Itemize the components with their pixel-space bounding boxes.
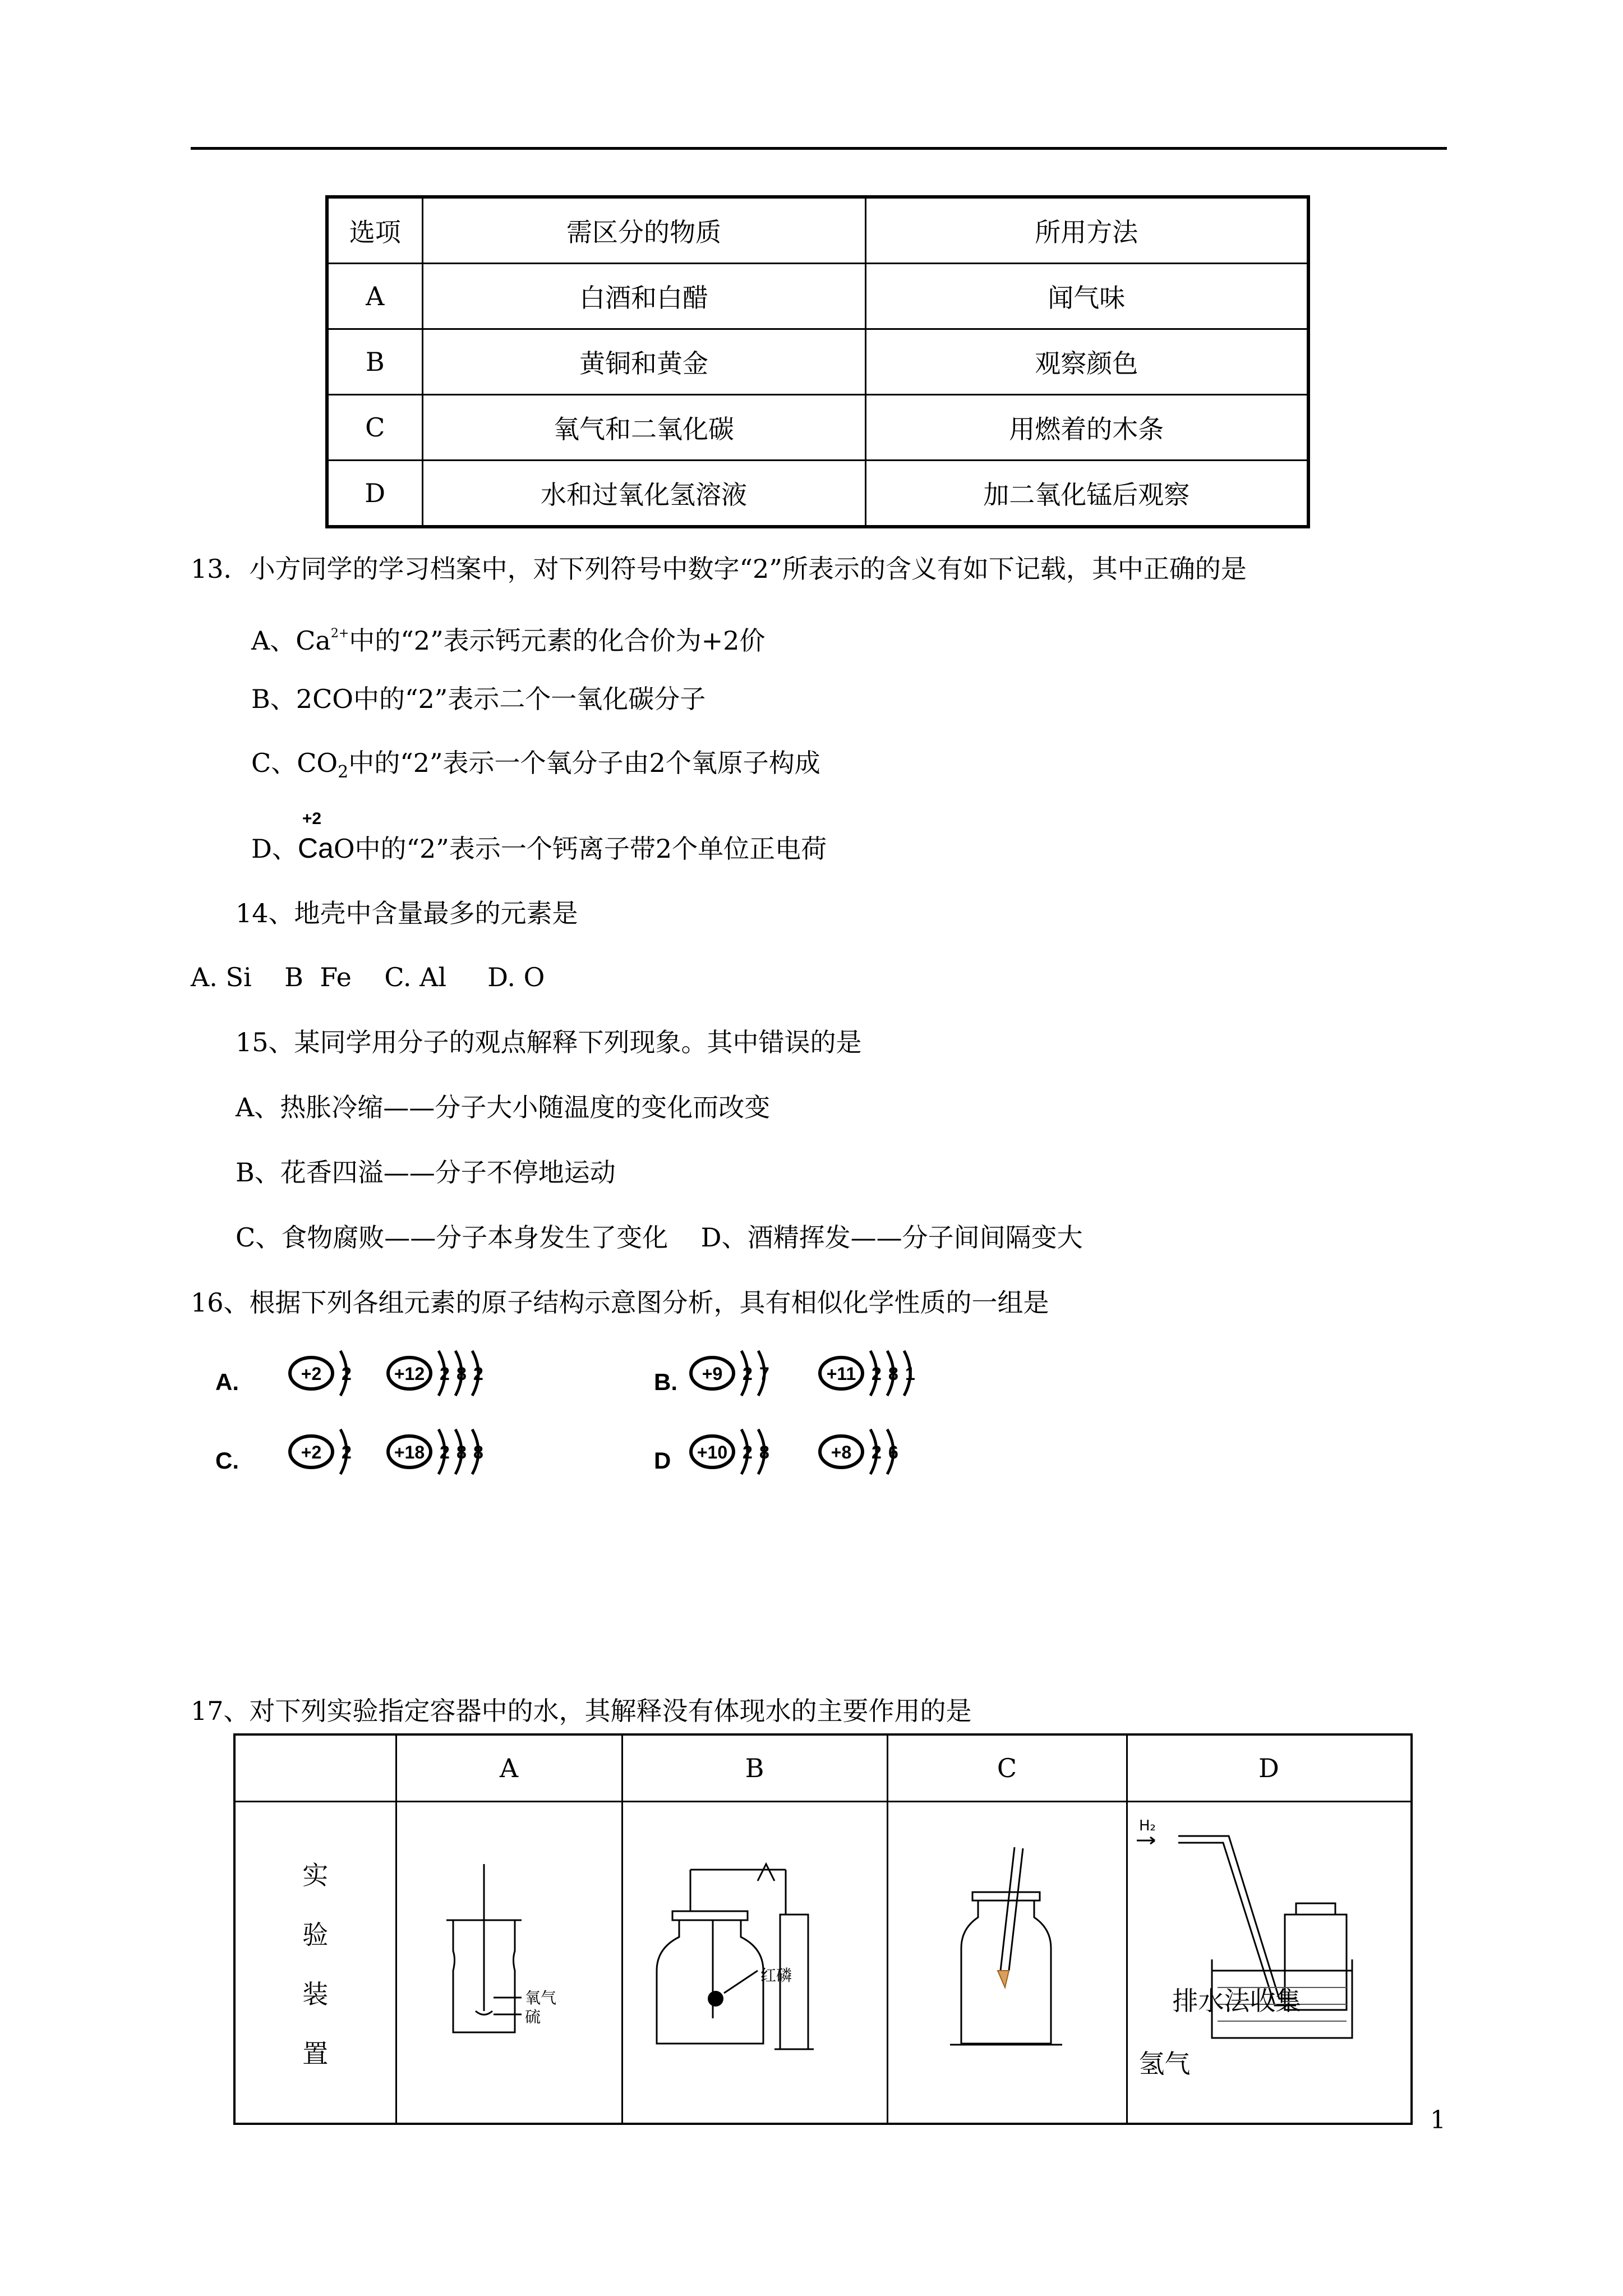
q13-c-sub: 2 [338,762,349,782]
table-cell: 观察颜色 [865,329,1308,395]
q13-stem: 13．小方同学的学习档案中，对下列符号中数字“2”所表示的含义有如下记载，其中正确的是 [191,554,1247,584]
q16-label-b: B. [654,1369,677,1395]
q13-option-b: B、2CO中的“2”表示二个一氧化碳分子 [251,684,706,714]
q16-label-c: C. [215,1447,239,1474]
apparatus-c-cell [887,1802,1127,2124]
label-sulfur: 硫 [524,2008,541,2026]
shell-electron-count: 1 [905,1364,915,1384]
q13-c-pre: C、CO [251,748,338,778]
atom-diagram [290,1429,352,1474]
atom-diagram [820,1351,915,1396]
phosphorus-jar-illustration [623,1802,887,2116]
shell-electron-count: 2 [872,1364,882,1384]
q15-option-b: B、花香四溢——分子不停地运动 [236,1157,616,1188]
table-header-cell: D [1127,1734,1412,1802]
table-header-cell: B [622,1734,887,1802]
shell-electron-count: 2 [872,1442,882,1462]
q17-stem: 17、对下列实验指定容器中的水，其解释没有体现水的主要作用的是 [191,1696,972,1726]
sulfur-burning-jar-illustration [397,1802,621,2116]
table-cell: 加二氧化锰后观察 [865,461,1308,527]
shell-electron-count: 2 [440,1364,450,1384]
table-header-cell [234,1734,396,1802]
table-cell: C [327,395,422,461]
shell-electron-count: 8 [457,1364,467,1384]
shell-electron-count: 7 [759,1364,769,1384]
row-label-cell [234,1802,396,2124]
valence-label: +2 [302,809,322,828]
table-header-cell: 选项 [327,197,422,264]
nucleus-charge: +11 [826,1364,856,1384]
nucleus-charge: +2 [301,1442,322,1462]
nucleus-charge: +2 [301,1364,322,1384]
shell-electron-count: 8 [473,1442,483,1462]
nucleus-charge: +8 [831,1442,852,1462]
table-cell: 闻气味 [865,264,1308,329]
nucleus-charge: +10 [697,1442,728,1462]
atom-diagram [388,1351,483,1396]
q14-stem: 14、地壳中含量最多的元素是 [236,898,578,928]
label-h2: H₂ [1138,1818,1156,1834]
table-cell: A [327,264,422,329]
apparatus-d-cell [1127,1802,1412,2124]
q13-d-post: O中的“2”表示一个钙离子带2个单位正电荷 [333,834,827,864]
row-label-char: 验 [302,1919,329,1950]
shell-electron-count: 2 [743,1442,753,1462]
atom-diagram [691,1351,769,1396]
nucleus-charge: +18 [394,1442,425,1462]
q15-option-cd: C、食物腐败——分子本身发生了变化 D、酒精挥发——分子间间隔变大 [236,1222,1083,1253]
ca-symbol: Ca [297,832,334,864]
table-cell: B [327,329,422,395]
q16-label-a: A. [215,1369,239,1395]
row-label-char: 实 [302,1860,329,1890]
table-row [234,1802,1412,2124]
shell-electron-count: 2 [743,1364,753,1384]
shell-electron-count: 8 [759,1442,769,1462]
table-header-cell: 所用方法 [865,197,1308,264]
q13-a-sup: 2+ [330,627,349,641]
shell-electron-count: 2 [473,1364,483,1384]
q15-stem: 15、某同学用分子的观点解释下列现象。其中错误的是 [236,1027,862,1057]
table-header-row [234,1734,1412,1802]
table-header-cell: A [396,1734,622,1802]
q14-options: A. Si B Fe C. Al D. O [191,962,545,992]
page-number: 1 [1430,2106,1446,2134]
table-cell: D [327,461,422,527]
shell-electron-count: 8 [888,1364,898,1384]
atom-diagram [388,1429,483,1474]
nucleus-charge: +12 [394,1364,425,1384]
table-cell: 白酒和白醋 [422,264,865,329]
flame-icon [998,1971,1009,1987]
apparatus-b-cell [622,1802,887,2124]
q16-label-d: D [654,1447,671,1474]
q15-option-a: A、热胀冷缩——分子大小随温度的变化而改变 [236,1092,771,1122]
table-header-cell: C [887,1734,1127,1802]
q13-a-post: 中的“2”表示钙元素的化合价为+2价 [349,625,766,656]
row-label-char: 装 [302,1978,329,2009]
nucleus-charge: +9 [702,1364,723,1384]
shell-electron-count: 8 [457,1442,467,1462]
atom-diagram [290,1351,352,1396]
phosphorus-dot [708,1991,723,2007]
label-phosphorus: 红磷 [760,1966,792,1985]
q13-a-pre: A、Ca [251,625,331,656]
d-caption-2: 氢气 [1138,2049,1191,2079]
table-header-cell: 需区分的物质 [422,197,865,264]
table-cell: 氧气和二氧化碳 [422,395,865,461]
apparatus-a-cell [396,1802,622,2124]
row-label-char: 置 [302,2038,329,2069]
atom-diagram [820,1429,898,1474]
shell-electron-count: 2 [342,1442,352,1462]
q16-stem: 16、根据下列各组元素的原子结构示意图分析，具有相似化学性质的一组是 [191,1287,1049,1318]
shell-electron-count: 2 [342,1364,352,1384]
iron-wire-jar-illustration [888,1802,1126,2116]
d-caption-1: 排水法收集 [1172,1986,1302,2016]
label-oxygen: 氧气 [524,1989,556,2007]
table-cell: 用燃着的木条 [865,395,1308,461]
shell-electron-count: 6 [888,1442,898,1462]
atom-diagram [691,1429,769,1474]
shell-electron-count: 2 [440,1442,450,1462]
q13-d-pre: D、 [251,834,298,864]
table-cell: 黄铜和黄金 [422,329,865,395]
q17-table [233,1733,1413,2125]
q13-c-post: 中的“2”表示一个氧分子由2个氧原子构成 [348,748,820,778]
table-cell: 水和过氧化氢溶液 [422,461,865,527]
